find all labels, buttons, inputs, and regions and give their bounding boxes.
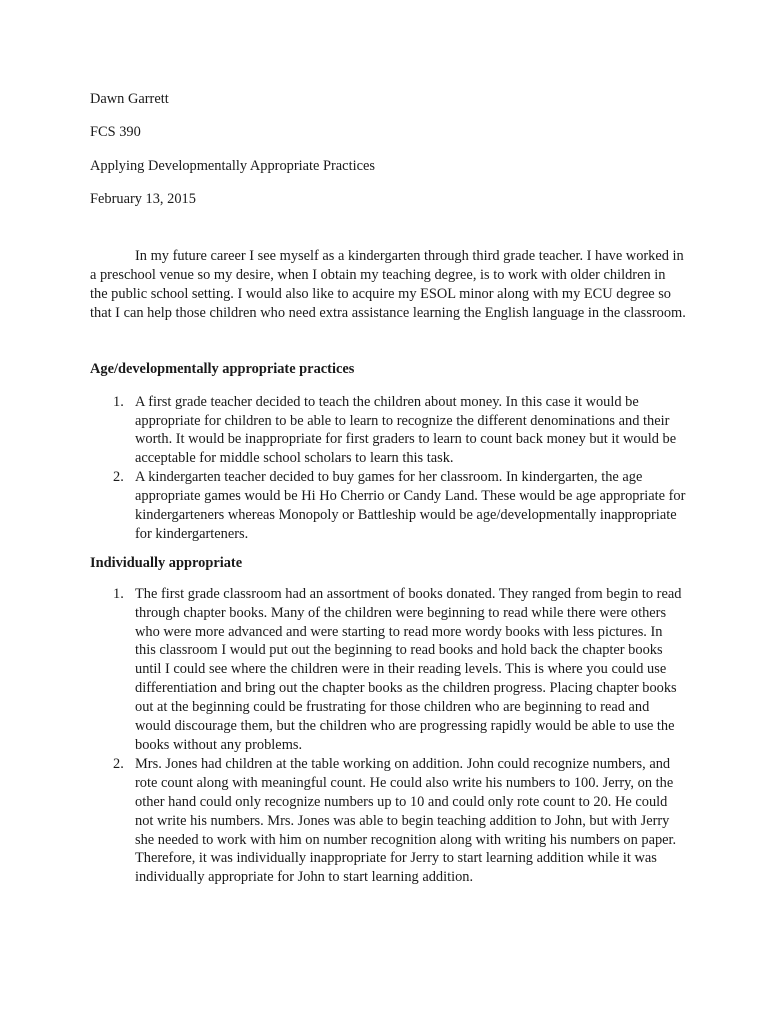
individually-appropriate-list	[90, 585, 686, 888]
document-title: Applying Developmentally Appropriate Practices	[90, 157, 375, 174]
list-item	[90, 393, 686, 469]
author-name: Dawn Garrett	[90, 91, 169, 107]
list-item	[90, 585, 686, 755]
list-item	[90, 468, 686, 544]
list-item-text: A kindergarten teacher decided to buy games for her classroom. In kindergarten, the age appropriate games would be Hi Ho Cherrio or Candy Land. These would be age appropriate for kindergarteners whereas Monopoly or Battleship would be age/developmentally inappropriate for kindergarteners.	[135, 469, 686, 542]
list-item-number: 2.	[113, 755, 124, 772]
list-item-number: 1.	[113, 585, 124, 602]
section-heading-age-appropriate: Age/developmentally appropriate practices	[90, 360, 355, 377]
section-heading-individually-appropriate: Individually appropriate	[90, 554, 243, 571]
list-item-text: A first grade teacher decided to teach the children about money. In this case it would be appropriate for children to be able to learn to recognize the different denominations and their worth. It would be inappropriate for first graders to learn to count back money but it would be acceptable for middle school scholars to learn this task.	[135, 393, 677, 467]
age-appropriate-list	[90, 393, 686, 544]
list-item-text: Mrs. Jones had children at the table working on addition. John could recognize numbers, and rote count along with meaningful count. He could also write his numbers to 100. Jerry, on the other hand could only recognize numbers up to 10 and could only rote count to 20. He could not write his numbers. Mrs. Jones was able to begin teaching addition to John, but with Jerry she needed to work with him on number recognition along with writing his numbers on paper. Therefore, it was individually inappropriate for Jerry to start learning addition while it was individually appropriate for John to start learning addition.	[135, 755, 677, 886]
course-code: FCS 390	[90, 124, 141, 141]
list-item-number: 1.	[113, 393, 124, 410]
list-item	[90, 755, 686, 887]
document-date: February 13, 2015	[90, 191, 196, 208]
list-item-text: The first grade classroom had an assortment of books donated. They ranged from begin to read through chapter books. Many of the children were beginning to read while there were others who were more advanced and were starting to read more wordy books with less pictures. In this classroom I would put out the beginning to read books and hold back the chapter books until I could see where the children were in their reading levels. This is where you could use differentiation and bring out the chapter books as the children progress. Placing chapter books out at the beginning could be frustrating for those children who are beginning to read and would discourage them, but the children who are progressing rapidly would be able to use the books without any problems.	[135, 585, 682, 753]
document-page	[90, 90, 686, 887]
intro-paragraph: In my future career I see myself as a kindergarten through third grade teacher. I have worked in a preschool venue so my desire, when I obtain my teaching degree, is to work with older children in the public school setting. I would also like to acquire my ESOL minor along with my ECU degree so that I can help those children who need extra assistance learning the English language in the classroom.	[90, 248, 686, 321]
list-item-number: 2.	[113, 469, 124, 486]
